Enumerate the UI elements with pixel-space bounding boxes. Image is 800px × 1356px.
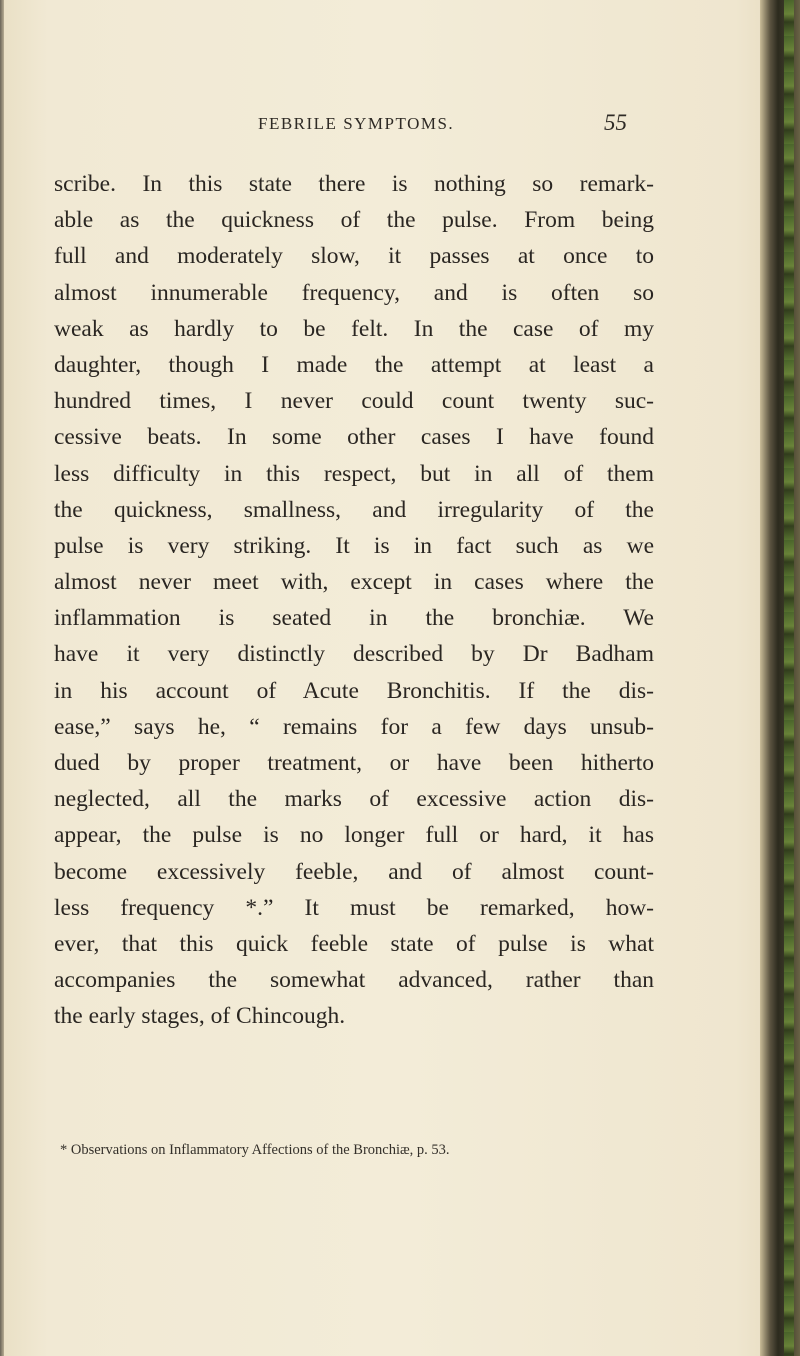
text-line: in his account of Acute Bronchitis. If the dis-	[54, 677, 654, 704]
page-left-edge	[0, 0, 4, 1356]
text-line: scribe. In this state there is nothing so remark-	[54, 171, 654, 197]
text-line: daughter, though I made the attempt at least a	[54, 351, 654, 378]
text-line: less difficulty in this respect, but in all of them	[54, 460, 654, 487]
text-line: weak as hardly to be felt. In the case of my	[54, 315, 654, 342]
text-line: almost never meet with, except in cases where the	[54, 569, 654, 596]
text-line: neglected, all the marks of excessive action dis-	[54, 786, 654, 813]
text-line: the quickness, smallness, and irregularity of the	[54, 496, 654, 523]
text-line: able as the quickness of the pulse. From being	[54, 207, 654, 234]
text-line: almost innumerable frequency, and is often so	[54, 279, 654, 306]
binding-pattern	[784, 0, 794, 1356]
page-header	[0, 110, 760, 144]
text-line: full and moderately slow, it passes at once to	[54, 243, 654, 270]
text-line: cessive beats. In some other cases I have found	[54, 424, 654, 451]
text-line: become excessively feeble, and of almost count-	[54, 858, 654, 885]
text-line: appear, the pulse is no longer full or hard, it has	[54, 822, 654, 849]
text-line: less frequency *.” It must be remarked, how-	[54, 894, 654, 921]
running-head: FEBRILE SYMPTOMS.	[258, 114, 455, 133]
body-text	[54, 166, 654, 1035]
text-line: hundred times, I never could count twenty suc-	[54, 388, 654, 415]
text-line: the early stages, of Chincough.	[54, 1003, 346, 1030]
text-line: ever, that this quick feeble state of pulse is what	[54, 930, 654, 957]
text-line: accompanies the somewhat advanced, rather than	[54, 967, 654, 994]
text-line: inflammation is seated in the bronchiæ. We	[54, 605, 654, 632]
page-number: 55	[604, 110, 627, 135]
text-line: dued by proper treatment, or have been hitherto	[54, 750, 654, 776]
book-binding	[760, 0, 800, 1356]
text-line: pulse is very striking. It is in fact such as we	[54, 532, 654, 559]
text-line: have it very distinctly described by Dr Badham	[54, 641, 654, 668]
text-line: ease,” says he, “ remains for a few days unsub-	[54, 713, 654, 740]
footnote: * Observations on Inflammatory Affections of the Bronchiæ, p. 53.	[60, 1142, 450, 1158]
